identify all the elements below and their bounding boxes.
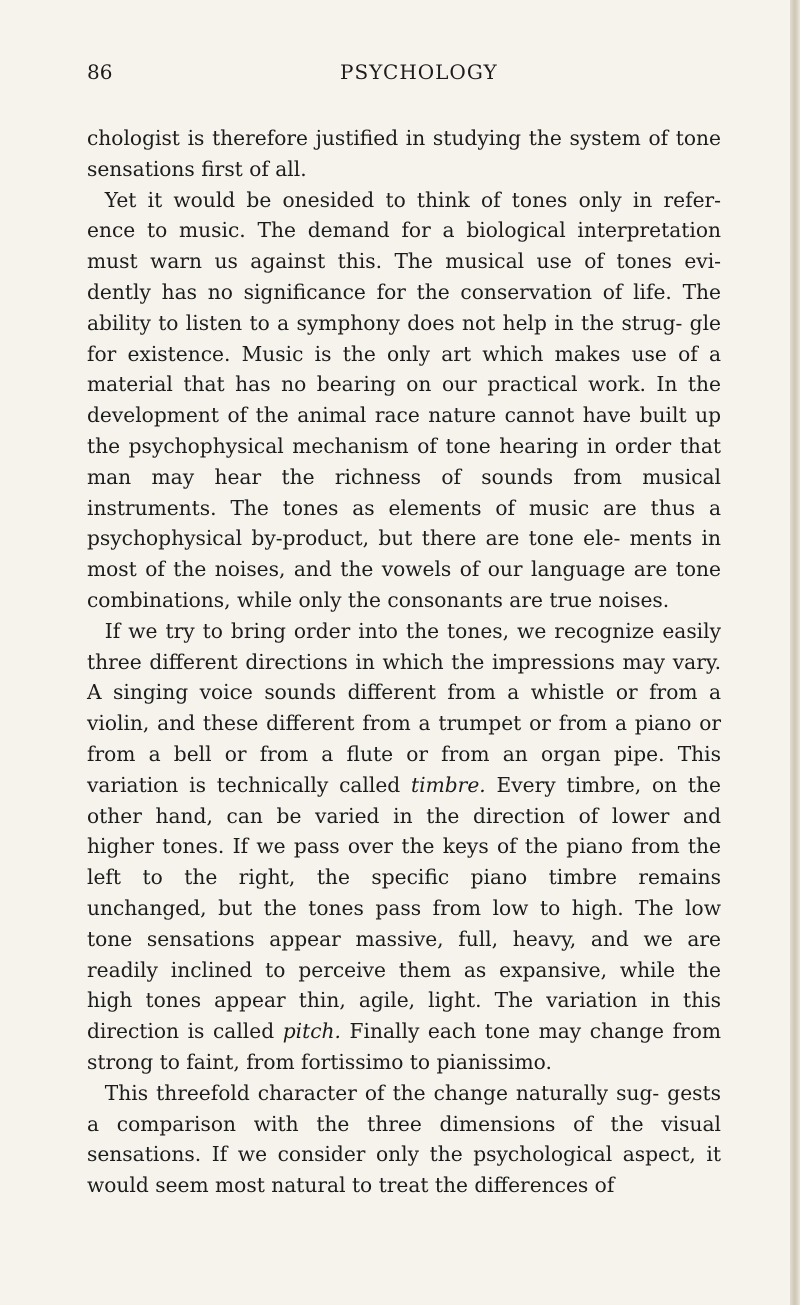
body-text: [87, 123, 721, 1201]
page-edge-shadow: [790, 0, 800, 1305]
text-segment: chologist is therefore justified in studying the system of tone sensations first of all.: [87, 126, 721, 181]
paragraph-3: [87, 616, 721, 1078]
text-segment: Yet it would be onesided to think of tones only in refer- ence to music. The demand for a biological interpretation must warn us against this. The musical use of tones evi- dently has no significance for the conservation of life. The ability to listen to a symphony does not help in the strug- gle for existence. Music is the only art which makes use of a material that has no bearing on our practical work. In the development of the animal race nature cannot have built up the psychophysical mechanism of tone hearing in order that man may hear the richness of sounds from musical instruments. The tones as elements of music are thus a psychophysical by-product, but there are tone ele- ments in most of the noises, and the vowels of our language are tone combinations, while only the consonants are true noises.: [87, 187, 721, 612]
term-timbre: timbre.: [411, 772, 486, 797]
page-header: [87, 60, 721, 90]
paragraph-2: [87, 185, 721, 616]
running-title: PSYCHOLOGY: [340, 60, 498, 84]
text-segment: If we try to bring order into the tones, we recognize easily three different directions in which the impressions may vary. A singing voice sounds different from a whistle or from a violin, and these different from a trumpet or from a piano or from a bell or from a flute or from an organ pipe. This variation is technically called: [87, 618, 721, 797]
paragraph-1: [87, 123, 721, 185]
paragraph-4: [87, 1078, 721, 1201]
term-pitch: pitch.: [282, 1019, 341, 1044]
text-segment: This threefold character of the change naturally sug- gests a comparison with the three dimensions of the visual sensations. If we consider only the psychological aspect, it would seem most natural to treat the differences of: [87, 1080, 721, 1198]
text-segment: Every timbre, on the other hand, can be varied in the direction of lower and higher tones. If we pass over the keys of the piano from the left to the right, the specific piano timbre remains unchanged, but the tones pass from low to high. The low tone sensations appear massive, full, heavy, and we are readily inclined to perceive them as expansive, while the high tones appear thin, agile, light. The variation in this direction is called: [87, 772, 721, 1044]
page-number: 86: [87, 60, 113, 84]
text-segment: Finally each tone may change from strong to faint, from fortissimo to pianissimo.: [87, 1019, 722, 1074]
